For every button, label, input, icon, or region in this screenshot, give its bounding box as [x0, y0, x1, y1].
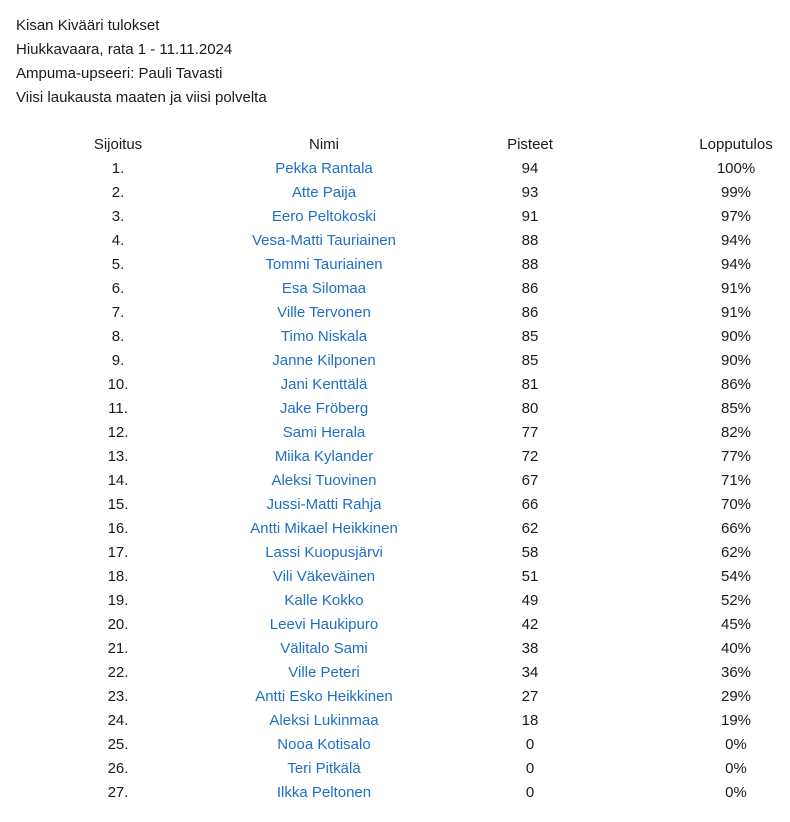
result-cell: 40% [720, 640, 752, 657]
rank-cell: 27. [107, 784, 129, 801]
table-row [0, 349, 790, 373]
range-officer: Ampuma-upseeri: Pauli Tavasti [16, 65, 223, 82]
name-cell [194, 517, 454, 541]
results-header [16, 14, 267, 110]
name-cell [194, 637, 454, 661]
rank-cell: 6. [111, 280, 125, 297]
rank-cell: 18. [107, 568, 129, 585]
score-cell: 91 [521, 208, 539, 225]
table-row [0, 685, 790, 709]
name-cell [194, 253, 454, 277]
table-row [0, 493, 790, 517]
name-cell [194, 421, 454, 445]
rank-cell: 20. [107, 616, 129, 633]
competitor-name-link[interactable]: Sami Herala [282, 424, 366, 441]
score-cell: 85 [521, 328, 539, 345]
rank-cell: 19. [107, 592, 129, 609]
result-cell: 94% [720, 256, 752, 273]
competitor-name-link[interactable]: Aleksi Lukinmaa [269, 712, 379, 729]
rank-cell: 3. [111, 208, 125, 225]
table-row [0, 469, 790, 493]
score-cell: 88 [521, 256, 539, 273]
competitor-name-link[interactable]: Antti Esko Heikkinen [255, 688, 393, 705]
table-row [0, 661, 790, 685]
rank-cell: 9. [111, 352, 125, 369]
table-row [0, 517, 790, 541]
competitor-name-link[interactable]: Tommi Tauriainen [265, 256, 383, 273]
rank-cell: 1. [111, 160, 125, 177]
score-cell: 93 [521, 184, 539, 201]
competitor-name-link[interactable]: Aleksi Tuovinen [271, 472, 377, 489]
rank-cell: 14. [107, 472, 129, 489]
competitor-name-link[interactable]: Janne Kilponen [272, 352, 376, 369]
results-table [0, 133, 790, 805]
table-row [0, 589, 790, 613]
name-cell [194, 589, 454, 613]
table-row [0, 181, 790, 205]
name-cell [194, 541, 454, 565]
competitor-name-link[interactable]: Ilkka Peltonen [276, 784, 372, 801]
rank-cell: 13. [107, 448, 129, 465]
competitor-name-link[interactable]: Eero Peltokoski [271, 208, 377, 225]
table-row [0, 613, 790, 637]
competitor-name-link[interactable]: Kalle Kokko [284, 592, 364, 609]
result-cell: 99% [720, 184, 752, 201]
column-header-score: Pisteet [507, 136, 553, 153]
result-cell: 94% [720, 232, 752, 249]
name-cell [194, 349, 454, 373]
rank-cell: 17. [107, 544, 129, 561]
score-cell: 0 [525, 784, 535, 801]
score-cell: 66 [521, 496, 539, 513]
name-cell [194, 157, 454, 181]
score-cell: 34 [521, 664, 539, 681]
name-cell [194, 613, 454, 637]
table-row [0, 157, 790, 181]
score-cell: 62 [521, 520, 539, 537]
table-row [0, 397, 790, 421]
score-cell: 27 [521, 688, 539, 705]
score-cell: 86 [521, 280, 539, 297]
result-cell: 90% [720, 328, 752, 345]
score-cell: 81 [521, 376, 539, 393]
column-header-result: Lopputulos [699, 136, 773, 153]
table-row [0, 709, 790, 733]
result-cell: 82% [720, 424, 752, 441]
rank-cell: 26. [107, 760, 129, 777]
table-body [0, 157, 790, 805]
result-cell: 86% [720, 376, 752, 393]
result-cell: 52% [720, 592, 752, 609]
rank-cell: 5. [111, 256, 125, 273]
name-cell [194, 277, 454, 301]
location-date: Hiukkavaara, rata 1 - 11.11.2024 [16, 41, 233, 58]
rank-cell: 23. [107, 688, 129, 705]
rank-cell: 25. [107, 736, 129, 753]
result-cell: 91% [720, 304, 752, 321]
rank-cell: 4. [111, 232, 125, 249]
result-cell: 100% [716, 160, 756, 177]
result-cell: 97% [720, 208, 752, 225]
competition-format: Viisi laukausta maaten ja viisi polvelta [16, 89, 267, 106]
competitor-name-link[interactable]: Vili Väkeväinen [272, 568, 376, 585]
column-header-name: Nimi [309, 136, 339, 153]
score-cell: 42 [521, 616, 539, 633]
score-cell: 86 [521, 304, 539, 321]
rank-cell: 11. [108, 400, 128, 417]
competitor-name-link[interactable]: Antti Mikael Heikkinen [250, 520, 398, 537]
rank-cell: 16. [107, 520, 129, 537]
competitor-name-link[interactable]: Jake Fröberg [279, 400, 369, 417]
score-cell: 94 [521, 160, 539, 177]
result-cell: 77% [720, 448, 752, 465]
competitor-name-link[interactable]: Atte Paija [291, 184, 357, 201]
rank-cell: 22. [107, 664, 129, 681]
rank-cell: 2. [111, 184, 125, 201]
score-cell: 85 [521, 352, 539, 369]
score-cell: 58 [521, 544, 539, 561]
result-cell: 62% [720, 544, 752, 561]
competitor-name-link[interactable]: Välitalo Sami [280, 640, 368, 657]
table-row [0, 445, 790, 469]
competitor-name-link[interactable]: Nooa Kotisalo [277, 736, 371, 753]
name-cell [194, 325, 454, 349]
score-cell: 88 [521, 232, 539, 249]
competitor-name-link[interactable]: Miika Kylander [274, 448, 374, 465]
column-header-rank: Sijoitus [93, 136, 143, 153]
score-cell: 0 [525, 760, 535, 777]
score-cell: 18 [521, 712, 539, 729]
result-cell: 54% [720, 568, 752, 585]
table-row [0, 733, 790, 757]
competitor-name-link[interactable]: Teri Pitkälä [287, 760, 361, 777]
result-cell: 19% [720, 712, 752, 729]
score-cell: 67 [521, 472, 539, 489]
result-cell: 66% [720, 520, 752, 537]
name-cell [194, 301, 454, 325]
score-cell: 0 [525, 736, 535, 753]
score-cell: 49 [521, 592, 539, 609]
name-cell [194, 661, 454, 685]
name-cell [194, 685, 454, 709]
name-cell [194, 181, 454, 205]
name-cell [194, 781, 454, 805]
rank-cell: 8. [111, 328, 125, 345]
name-cell [194, 709, 454, 733]
rank-cell: 24. [107, 712, 129, 729]
name-cell [194, 757, 454, 781]
table-row [0, 373, 790, 397]
table-row [0, 205, 790, 229]
competitor-name-link[interactable]: Leevi Haukipuro [269, 616, 379, 633]
table-row [0, 253, 790, 277]
score-cell: 38 [521, 640, 539, 657]
name-cell [194, 565, 454, 589]
name-cell [194, 397, 454, 421]
table-row [0, 229, 790, 253]
result-cell: 85% [720, 400, 752, 417]
name-cell [194, 469, 454, 493]
score-cell: 80 [521, 400, 539, 417]
rank-cell: 15. [107, 496, 129, 513]
rank-cell: 12. [107, 424, 129, 441]
competitor-name-link[interactable]: Pekka Rantala [275, 160, 373, 177]
result-cell: 0% [725, 784, 747, 801]
table-row [0, 565, 790, 589]
name-cell [194, 733, 454, 757]
table-row [0, 637, 790, 661]
result-cell: 91% [720, 280, 752, 297]
table-row [0, 301, 790, 325]
result-cell: 70% [720, 496, 752, 513]
rank-cell: 7. [111, 304, 125, 321]
table-row [0, 541, 790, 565]
competitor-name-link[interactable]: Timo Niskala [280, 328, 368, 345]
result-cell: 71% [720, 472, 752, 489]
result-cell: 36% [720, 664, 752, 681]
name-cell [194, 493, 454, 517]
competitor-name-link[interactable]: Vesa-Matti Tauriainen [252, 232, 396, 249]
page-title: Kisan Kivääri tulokset [16, 17, 160, 34]
score-cell: 72 [521, 448, 539, 465]
name-cell [194, 205, 454, 229]
table-header-row [0, 133, 790, 157]
name-cell [194, 373, 454, 397]
competitor-name-link[interactable]: Lassi Kuopusjärvi [265, 544, 383, 561]
competitor-name-link[interactable]: Ville Tervonen [277, 304, 371, 321]
result-cell: 90% [720, 352, 752, 369]
competitor-name-link[interactable]: Jani Kenttälä [280, 376, 368, 393]
competitor-name-link[interactable]: Esa Silomaa [281, 280, 367, 297]
score-cell: 77 [521, 424, 539, 441]
result-cell: 0% [725, 760, 747, 777]
rank-cell: 10. [107, 376, 129, 393]
table-row [0, 325, 790, 349]
table-row [0, 757, 790, 781]
name-cell [194, 229, 454, 253]
score-cell: 51 [521, 568, 539, 585]
rank-cell: 21. [107, 640, 129, 657]
table-row [0, 277, 790, 301]
result-cell: 0% [725, 736, 747, 753]
result-cell: 45% [720, 616, 752, 633]
name-cell [194, 445, 454, 469]
table-row [0, 781, 790, 805]
table-row [0, 421, 790, 445]
result-cell: 29% [720, 688, 752, 705]
competitor-name-link[interactable]: Jussi-Matti Rahja [266, 496, 382, 513]
competitor-name-link[interactable]: Ville Peteri [288, 664, 360, 681]
